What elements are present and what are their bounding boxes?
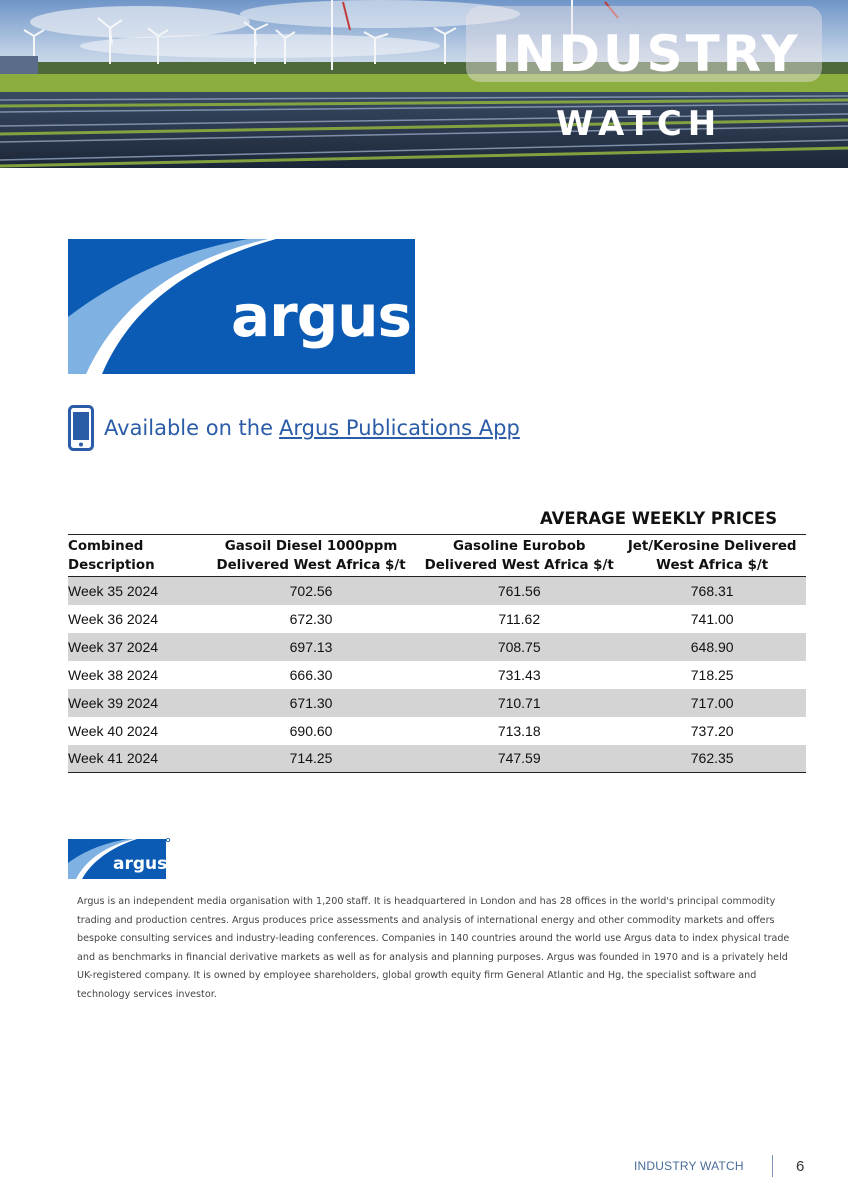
table-row [68,717,806,745]
cell-jet-kerosine: 737.20 [690,722,734,739]
cell-gasoline: 713.18 [497,722,541,739]
argus-app-link[interactable]: Argus Publications App [279,416,520,440]
table-row [68,745,806,773]
cell-week: Week 38 2024 [68,666,159,683]
cell-gasoline: 731.43 [497,666,541,683]
cell-jet-kerosine: 717.00 [618,689,806,717]
price-table [68,534,806,773]
cell-gasoil: 702.56 [202,577,420,605]
cell-jet-kerosine: 648.90 [618,633,806,661]
column-header-gasoil: Gasoil Diesel 1000ppm Delivered West Africa $/t [202,535,420,577]
cell-week: Week 41 2024 [68,745,202,773]
cell-gasoline: 708.75 [420,633,618,661]
cell-gasoline: 710.71 [420,689,618,717]
table-row [68,577,806,605]
cell-jet-kerosine: 741.00 [690,610,734,627]
publication-title: INDUSTRY [492,25,801,83]
cell-gasoil: 671.30 [202,689,420,717]
table-row [68,661,806,689]
table-title: AVERAGE WEEKLY PRICES [540,509,778,528]
cell-week: Week 35 2024 [68,577,202,605]
cell-week: Week 37 2024 [68,633,202,661]
column-header-gasoline: Gasoline Eurobob Delivered West Africa $/t [420,535,618,577]
cell-week: Week 40 2024 [68,722,159,739]
cell-gasoline: 747.59 [420,745,618,773]
table-row [68,605,806,633]
argus-logo-small-text: argus [113,854,168,874]
cell-gasoil: 666.30 [289,666,333,683]
app-availability-text: Available on the [104,416,274,440]
table-row [68,633,806,661]
cell-jet-kerosine: 762.35 [618,745,806,773]
cell-week: Week 36 2024 [68,610,159,627]
argus-logo-text: argus [231,282,412,350]
footer-divider [772,1155,773,1177]
about-argus-paragraph: Argus is an independent media organisation with 1,200 staff. It is headquartered in London and has 28 offices in the world's principal commodity trading and production centres. Argus produces price assessments and analysis of international energy and other commodity markets and offers bespoke consulting services and industry-leading conferences. Companies in 140 countries around the world use Argus data to index physical trade and as benchmarks in financial derivative markets as well as for analysis and planning purposes. Argus was founded in 1970 and is a privately held UK-registered company. It is owned by employee shareholders, global growth equity firm General Atlantic and Hg, the specialist software and technology services investor. [77,896,790,1000]
argus-logo [68,239,415,374]
cell-gasoil: 690.60 [289,722,333,739]
app-availability-banner [68,405,520,451]
cell-week: Week 39 2024 [68,689,202,717]
publication-subtitle: WATCH [556,104,723,144]
cell-gasoline: 711.62 [498,610,541,627]
header-banner [0,0,848,168]
smartphone-icon [68,405,94,451]
cell-gasoil: 697.13 [202,633,420,661]
table-row [68,689,806,717]
cell-jet-kerosine: 718.25 [690,666,734,683]
cell-gasoil: 714.25 [202,745,420,773]
argus-logo-small [68,837,172,881]
cell-jet-kerosine: 768.31 [618,577,806,605]
column-header-jet-kerosine: Jet/Kerosine Delivered West Africa $/t [618,535,806,577]
page-number: 6 [796,1158,805,1175]
table-header-row [68,535,806,577]
cell-gasoil: 672.30 [289,610,333,627]
footer-publication-label: INDUSTRY WATCH [634,1159,744,1173]
cell-gasoline: 761.56 [420,577,618,605]
column-header-description: Combined Description [68,535,202,577]
